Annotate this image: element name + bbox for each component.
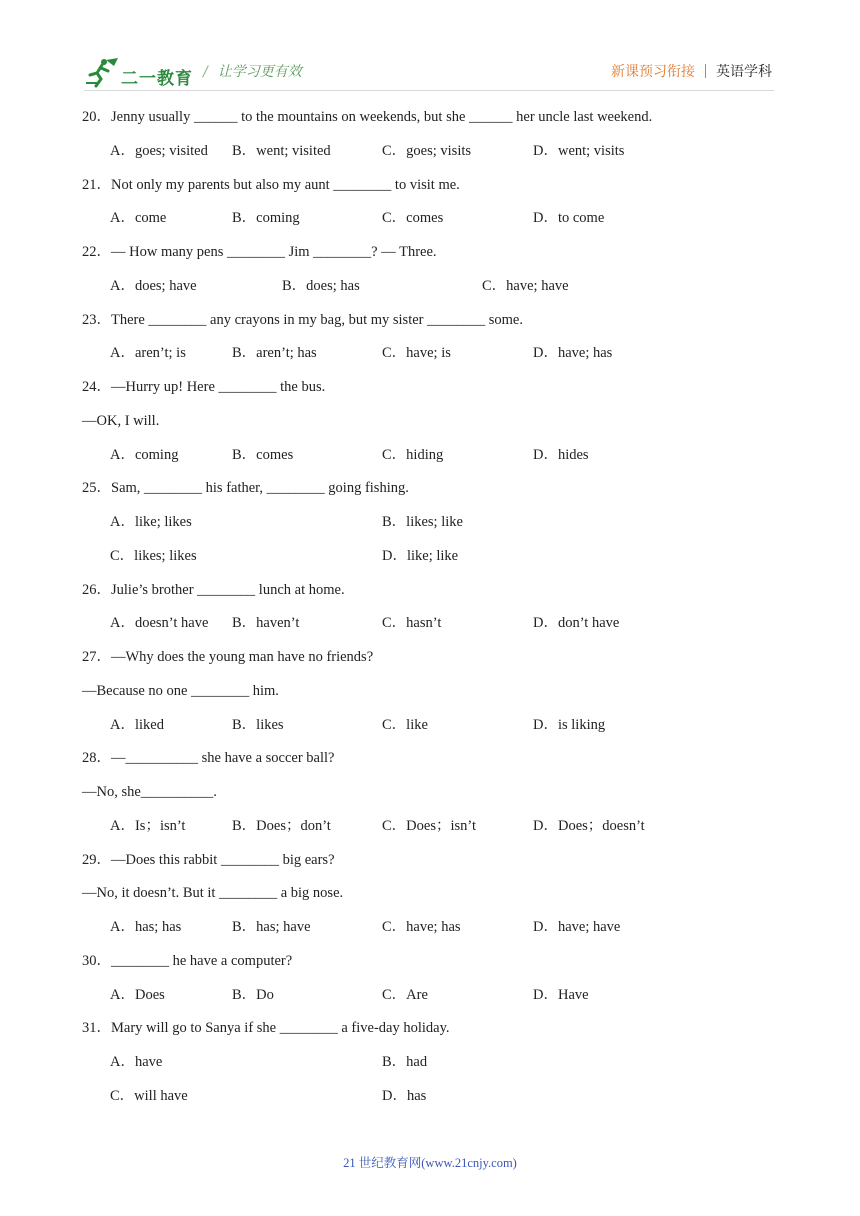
option: C．goes; visits bbox=[382, 142, 472, 159]
option: B．does; has bbox=[282, 277, 360, 294]
option: B．has; have bbox=[232, 919, 311, 935]
option-row bbox=[82, 540, 782, 574]
question-stem: 24．—Hurry up! Here ________ the bus. bbox=[82, 379, 326, 395]
option: B．likes bbox=[232, 716, 284, 733]
page-footer: 21 世纪教育网(www.21cnjy.com) bbox=[343, 1156, 517, 1170]
question-stem: 29．—Does this rabbit ________ big ears? bbox=[82, 851, 335, 868]
option: A．coming bbox=[110, 446, 179, 463]
option-row bbox=[82, 1080, 782, 1114]
option: C．Does；isn’t bbox=[382, 817, 476, 834]
option: C．have; have bbox=[482, 277, 569, 294]
option: D．to come bbox=[533, 210, 605, 227]
option: B．had bbox=[382, 1054, 428, 1070]
option-row bbox=[82, 979, 782, 1013]
question-stem: 21．Not only my parents but also my aunt ________ to visit me. bbox=[82, 176, 460, 193]
option: B．comes bbox=[232, 446, 294, 463]
question-stem-reply: —OK, I will. bbox=[82, 412, 160, 429]
option: A．aren’t; is bbox=[110, 345, 186, 362]
question-stem-reply: —No, it doesn’t. But it ________ a big nose. bbox=[82, 885, 344, 902]
option: D．have; have bbox=[533, 919, 621, 935]
option: B．Do bbox=[232, 986, 274, 1003]
option: C．like bbox=[382, 716, 428, 733]
question-stem: 31．Mary will go to Sanya if she ________ a five-day holiday. bbox=[82, 1020, 450, 1037]
option: D．hides bbox=[533, 446, 589, 463]
option: A．like; likes bbox=[110, 514, 192, 530]
option: D．is liking bbox=[533, 716, 606, 733]
option: B．coming bbox=[232, 210, 300, 227]
option: B．haven’t bbox=[232, 615, 300, 632]
question-stem-reply: —No, she__________. bbox=[82, 784, 217, 800]
slogan bbox=[203, 61, 302, 81]
option-row bbox=[82, 337, 782, 371]
option-row bbox=[82, 202, 782, 236]
page-header bbox=[0, 0, 860, 100]
option: A．have bbox=[110, 1054, 163, 1070]
option: C．Are bbox=[382, 986, 428, 1003]
option: B．aren’t; has bbox=[232, 345, 317, 362]
option: A．does; have bbox=[110, 277, 197, 294]
option: A．come bbox=[110, 210, 167, 227]
option-row bbox=[82, 607, 782, 641]
option: A．Is；isn’t bbox=[110, 817, 186, 834]
option: A．liked bbox=[110, 716, 164, 733]
option: A．goes; visited bbox=[110, 142, 208, 159]
question-list bbox=[82, 101, 782, 1114]
option-row bbox=[82, 135, 782, 169]
question-stem: 27．—Why does the young man have no friends? bbox=[82, 649, 374, 665]
subject-label: 英语学科 bbox=[716, 64, 772, 80]
option: B．Does；don’t bbox=[232, 817, 331, 834]
logo-text: 二一教育 bbox=[121, 69, 193, 89]
option: D．don’t have bbox=[533, 615, 620, 632]
question-stem: 22．— How many pens ________ Jim ________? — Three. bbox=[82, 244, 437, 260]
running-man-logo-icon bbox=[84, 56, 120, 88]
option: B．went; visited bbox=[232, 142, 331, 159]
question-stem: 25．Sam, ________ his father, ________ going fishing. bbox=[82, 480, 409, 497]
header-rule bbox=[84, 90, 774, 91]
header-course-info bbox=[611, 61, 772, 81]
question-stem-reply: —Because no one ________ him. bbox=[82, 682, 279, 699]
option: C．hasn’t bbox=[382, 615, 442, 632]
option: C．have; is bbox=[382, 345, 451, 362]
option: A．has; has bbox=[110, 919, 182, 935]
option: C．comes bbox=[382, 210, 444, 227]
option-row bbox=[82, 709, 782, 743]
slogan-text: 让学习更有效 bbox=[217, 64, 302, 80]
course-label: 新课预习衔接 bbox=[611, 64, 695, 80]
question-stem: 20．Jenny usually ______ to the mountains on weekends, but she ______ her uncle last weekend. bbox=[82, 109, 653, 125]
option: A．doesn’t have bbox=[110, 615, 209, 632]
option: D．has bbox=[382, 1087, 427, 1104]
header-divider bbox=[705, 64, 706, 78]
option: D．went; visits bbox=[533, 142, 625, 159]
option-row bbox=[82, 911, 782, 945]
question-stem: 30．________ he have a computer? bbox=[82, 952, 293, 969]
option: C．likes; likes bbox=[110, 547, 197, 564]
option: C．hiding bbox=[382, 446, 444, 463]
option: B．likes; like bbox=[382, 514, 463, 530]
option-row bbox=[82, 270, 782, 304]
option: C．will have bbox=[110, 1087, 188, 1104]
question-stem: 28．—__________ she have a soccer ball? bbox=[82, 750, 335, 767]
option-row bbox=[82, 810, 782, 844]
question-stem: 23．There ________ any crayons in my bag, but my sister ________ some. bbox=[82, 311, 523, 328]
option: D．Have bbox=[533, 986, 589, 1003]
slogan-slash: / bbox=[203, 64, 208, 80]
option: D．like; like bbox=[382, 547, 459, 564]
option-row bbox=[82, 1046, 782, 1080]
option: A．Does bbox=[110, 986, 165, 1003]
option: D．have; has bbox=[533, 345, 613, 362]
option-row bbox=[82, 506, 782, 540]
option: C．have; has bbox=[382, 919, 461, 935]
question-stem: 26．Julie’s brother ________ lunch at home. bbox=[82, 581, 345, 598]
option-row bbox=[82, 439, 782, 473]
option: D．Does；doesn’t bbox=[533, 817, 645, 834]
